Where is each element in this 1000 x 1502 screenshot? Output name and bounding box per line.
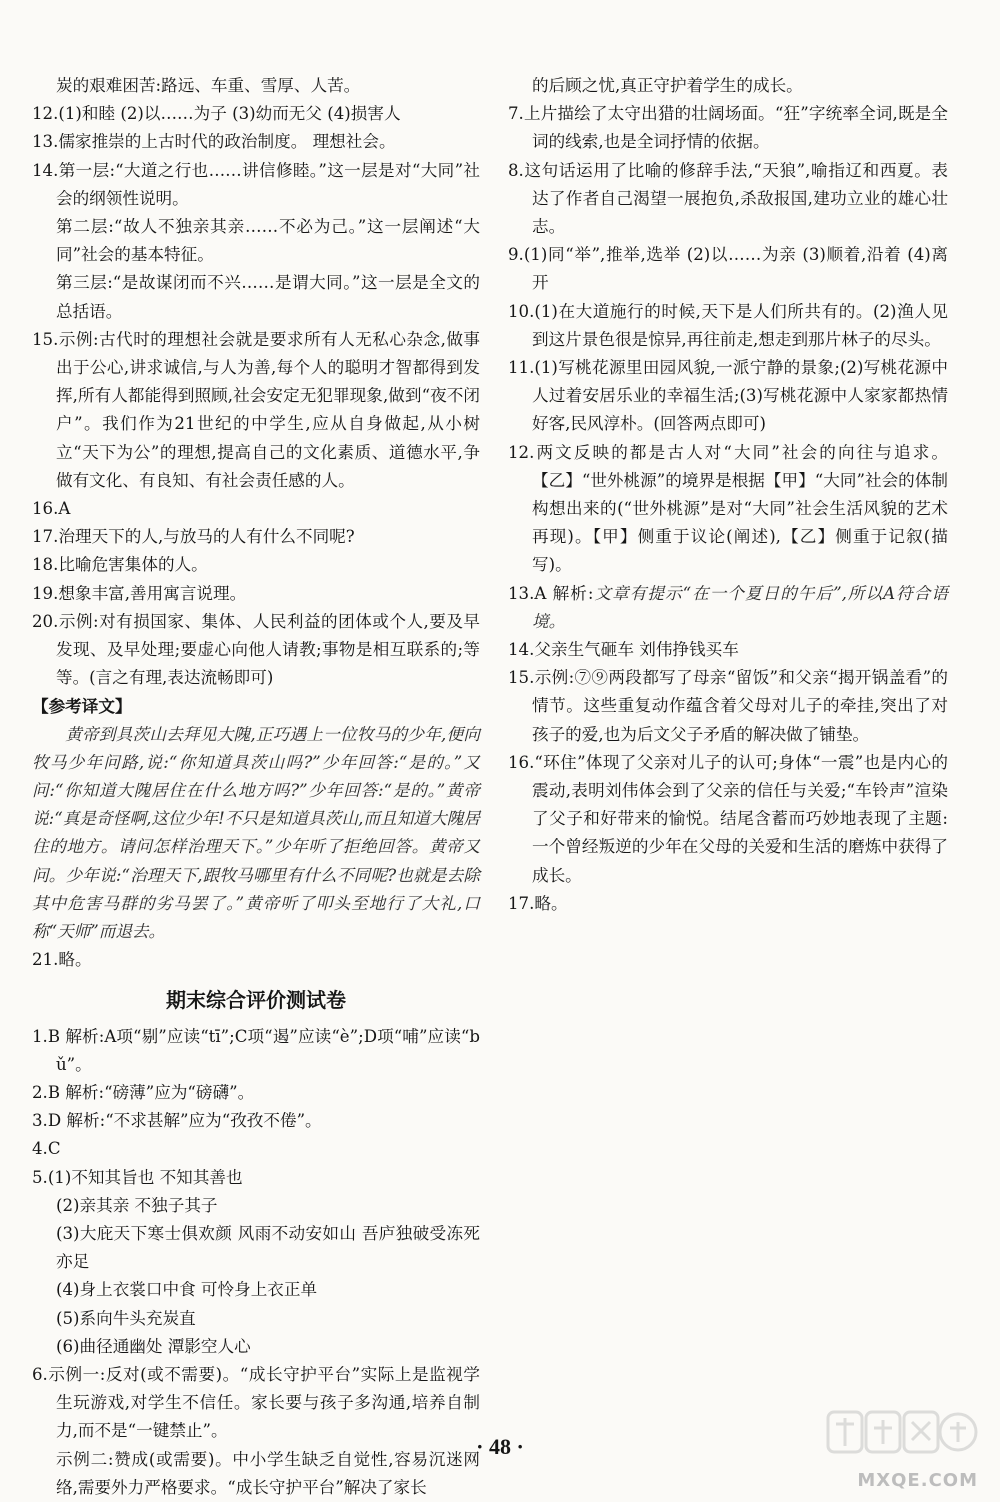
answer-20: 20.示例:对有损国家、集体、人民利益的团体或个人,要及早发现、及早处理;要虚心向他人请教;事物是相互联系的;等等。(言之有理,表达流畅即可): [32, 611, 480, 688]
answer-21: 21.略。: [32, 950, 92, 970]
answer-14-layer-2: 第二层:“故人不独亲其亲……不必为己。”这一层阐述“大同”社会的基本特征。: [56, 217, 480, 265]
exam-answer-8: 8.这句话运用了比喻的修辞手法,“天狼”,喻指辽和西夏。表达了作者自己渴望一展抱负,杀敌报国,建功立业的雄心壮志。: [508, 160, 948, 237]
reference-translation-text: 黄帝到具茨山去拜见大隗,正巧遇上一位牧马的少年,便向牧马少年问路,说:“你知道具茨山吗?”少年回答:“是的。”又问:“你知道大隗居住在什么地方吗?”少年回答:“是的。”黄帝说:“真是奇怪啊,这位少年!不只是知道具茨山,而且知道大隗居住的地方。请问怎样治理天下。”少年听了拒绝回答。黄帝又问。少年说:“治理天下,跟牧马哪里有什么不同呢?也就是去除其中危害马群的劣马罢了。”黄帝听了叩头至地行了大礼,口称“天师”而退去。: [32, 724, 480, 942]
exam-answer-6-example-1: 6.示例一:反对(或不需要)。“成长守护平台”实际上是监视学生玩游戏,对学生不信任。家长要与孩子多沟通,培养自制力,而不是“一键禁止”。: [32, 1364, 480, 1441]
exam-answer-5-2: (2)亲其亲 不独子其子: [56, 1195, 218, 1215]
answer-15: 15.示例:古代时的理想社会就是要求所有人无私心杂念,做事出于公心,讲求诚信,与人为善,每个人的聪明才智都得到发挥,所有人都能得到照顾,社会安定无犯罪现象,做到“夜不闭户”。我们作为21世纪的中学生,应从自身做起,从小树立“天下为公”的理想,提高自己的文化素质、道德水平,争做有文化、有良知、有社会责任感的人。: [32, 329, 480, 490]
exam-answer-5-3: (3)大庇天下寒士俱欢颜 风雨不动安如山 吾庐独破受冻死亦足: [56, 1223, 480, 1272]
answer-19: 19.想象丰富,善用寓言说理。: [32, 583, 247, 603]
exam-answer-10: 10.(1)在大道施行的时候,天下是人们所共有的。(2)渔人见到这片景色很是惊异,再往前走,想走到那片林子的尽头。: [508, 301, 948, 349]
answer-14-layer-1: 14.第一层:“大道之行也……讲信修睦。”这一层是对“大同”社会的纲领性说明。: [32, 160, 480, 208]
exam-answer-5-1: 5.(1)不知其旨也 不知其善也: [32, 1167, 243, 1187]
answer-16: 16.A: [32, 499, 71, 519]
exam-answer-3: 3.D 解析:“不求甚解”应为“孜孜不倦”。: [32, 1111, 322, 1131]
exam-answer-2: 2.B 解析:“磅薄”应为“磅礴”。: [32, 1082, 255, 1102]
exam-answer-1: 1.B 解析:A项“剔”应读“tī”;C项“遏”应读“è”;D项“哺”应读“bǔ”。: [32, 1026, 480, 1074]
exam-answer-4: 4.C: [32, 1139, 61, 1159]
exam-answer-6-continued: 的后顾之忧,真正守护着学生的成长。: [532, 76, 803, 95]
exam-answer-13-head: 13.A 解析:: [508, 583, 594, 603]
answer-17: 17.治理天下的人,与放马的人有什么不同呢?: [32, 527, 355, 547]
exam-answer-5-4: (4)身上衣裳口中食 可怜身上衣正单: [56, 1280, 318, 1300]
answer-18: 18.比喻危害集体的人。: [32, 555, 208, 575]
exam-answer-5-6: (6)曲径通幽处 潭影空人心: [56, 1336, 251, 1356]
watermark-text: MXQE.COM: [857, 1470, 978, 1491]
exam-answer-7: 7.上片描绘了太守出猎的壮阔场面。“狂”字统率全词,既是全词的线索,也是全词抒情的依据。: [508, 104, 948, 152]
exam-answer-11: 11.(1)写桃花源里田园风貌,一派宁静的景象;(2)写桃花源中人过着安居乐业的幸福生活;(3)写桃花源中人家家都热情好客,民风淳朴。(回答两点即可): [508, 358, 948, 434]
answer-13: 13.儒家推崇的上古时代的政治制度。 理想社会。: [32, 132, 396, 152]
section-title: 期末综合评价测试卷: [166, 987, 346, 1012]
exam-answer-9: 9.(1)同“举”,推举,选举 (2)以……为亲 (3)顺着,沿着 (4)离开: [508, 245, 948, 293]
page-number: · 48 ·: [476, 1434, 524, 1459]
answer-12: 12.(1)和睦 (2)以……为子 (3)幼而无父 (4)损害人: [32, 104, 401, 124]
exam-answer-15: 15.示例:⑦⑨两段都写了母亲“留饭”和父亲“揭开锅盖看”的情节。这些重复动作蕴含着父母对儿子的牵挂,突出了对孩子的爱,也为后文父子矛盾的解决做了铺垫。: [508, 668, 948, 744]
exam-answer-13: [508, 580, 948, 636]
right-column: [508, 72, 948, 918]
exam-answer-12: 12.两文反映的都是古人对“大同”社会的向往与追求。【乙】“世外桃源”的境界是根据【甲】“大同”社会的体制构想出来的(“世外桃源”是对“大同”社会生活风貌的艺术再现)。【甲】侧重于议论(阐述),【乙】侧重于记叙(描写)。: [508, 442, 948, 575]
exam-answer-16: 16.“环住”体现了父亲对儿子的认可;身体“一震”也是内心的震动,表明刘伟体会到了父亲的信任与关爱;“车铃声”渲染了父子和好带来的愉悦。结尾含蓄而巧妙地表现了主题:一个曾经叛逆的少年在父母的关爱和生活的磨炼中获得了成长。: [508, 752, 948, 885]
exam-answer-13-analysis: 文章有提示“在一个夏日的午后”,所以A符合语境。: [532, 583, 948, 631]
exam-answer-17: 17.略。: [508, 893, 568, 913]
exam-answer-5-5: (5)系向牛头充炭直: [56, 1308, 196, 1328]
answer-11-continued: 炭的艰难困苦:路远、车重、雪厚、人苦。: [56, 76, 361, 95]
left-column: [32, 72, 480, 1502]
answer-14-layer-3: 第三层:“是故谋闭而不兴……是谓大同。”这一层是全文的总括语。: [56, 273, 480, 321]
reference-translation-label: 【参考译文】: [32, 696, 132, 717]
exam-answer-14: 14.父亲生气砸车 刘伟挣钱买车: [508, 640, 739, 660]
exam-answer-6-example-2: 示例二:赞成(或需要)。中小学生缺乏自觉性,容易沉迷网络,需要外力严格要求。“成长守护平台”解决了家长: [56, 1449, 480, 1497]
